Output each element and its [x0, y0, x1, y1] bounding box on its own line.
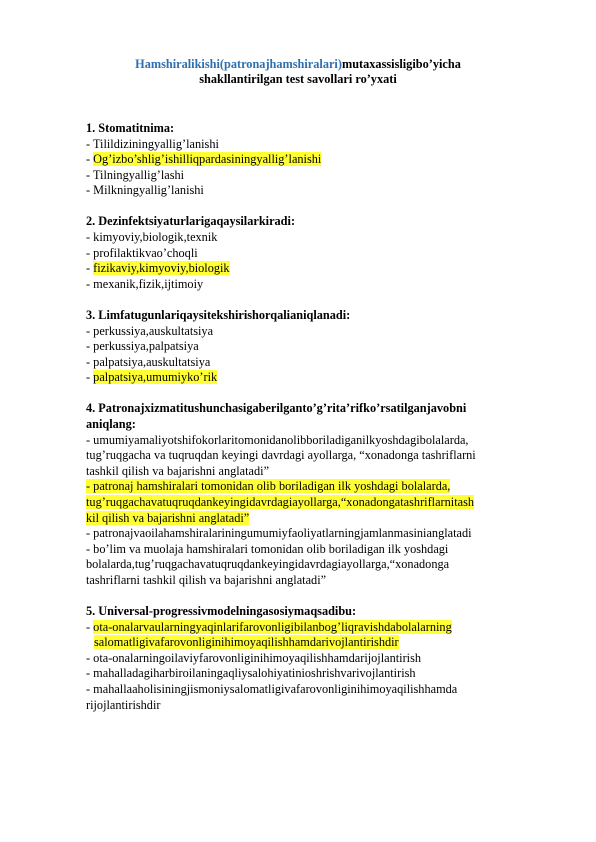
question-1 [86, 121, 536, 199]
document-header [0, 57, 596, 87]
question-title: 2. Dezinfektsiyaturlarigaqaysilarkiradi: [86, 214, 296, 229]
option: - mahalladagiharbiroilaningaqliysalohiyatinioshrishvarivojlantirish [86, 666, 416, 681]
option: - mexanik,fizik,ijtimoiy [86, 276, 204, 291]
header-title-rest: mutaxassisligibo’yicha [341, 57, 461, 71]
option-correct-line [86, 495, 536, 511]
option-cont: rijojlantirishdir [86, 697, 161, 712]
option-correct-line: - ota-onalarvaularningyaqinlarifarovonligibilanbog’liqravishdabolalarning [86, 619, 452, 634]
option-correct-line [86, 479, 536, 495]
question-3 [86, 308, 536, 386]
option-correct: - Og’izbo’shlig’ishilliqpardasiningyallig’lanishi [86, 152, 322, 167]
correct-answer-highlight: kil qilish va bajarishni anglatadi” [86, 510, 250, 525]
question-list [86, 121, 536, 729]
option-correct: - palpatsiya,umumiyko’rik [86, 370, 218, 385]
option-line: - umumiyamaliyotshifokorlaritomonidanolibboriladiganilkyoshdagibolalarda, [86, 432, 469, 447]
option-line: - patronajvaoilahamshiralariningumumiyfaoliyatlarningjamlanmasinianglatadi [86, 526, 472, 541]
question-title: 1. Stomatitnima: [86, 121, 175, 135]
option-line: tashkil qilish va bajarishni anglatadi” [86, 463, 270, 478]
correct-answer-highlight: - patronaj hamshiralari tomonidan olib boriladigan ilk yoshdagi bolalarda, [86, 479, 451, 494]
question-title: 4. Patronajxizmatitushunchasigaberilganto’g’rita’rifko’rsatilganjavobni [86, 401, 467, 416]
option: - Milkningyallig’lanishi [86, 183, 204, 198]
option: - kimyoviy,biologik,texnik [86, 230, 218, 245]
correct-answer-highlight: salomatligivafarovonliginihimoyaqilishhamdarivojlantirishdir [94, 635, 399, 650]
option-correct-line [86, 511, 536, 527]
option-line: bolalarda,tug’ruqgachavatuqruqdankeyingidavrdagiayollarga,“xonadonga [86, 557, 450, 572]
option: - mahallaaholisiningjismoniysalomatligivafarovonliginihimoyaqilishhamda [86, 682, 458, 696]
option: - perkussiya,palpatsiya [86, 339, 199, 354]
correct-answer-highlight: palpatsiya,umumiyko’rik [93, 370, 218, 385]
question-title: 3. Limfatugunlariqaysitekshirishorqalianiqlanadi: [86, 307, 351, 322]
option: - palpatsiya,auskultatsiya [86, 354, 211, 369]
header-title-accent: Hamshiralikishi(patronajhamshiralari) [135, 57, 342, 71]
option-line: tashriflarni tashkil qilish va bajarishni anglatadi” [86, 572, 327, 587]
correct-answer-highlight: fizikaviy,kimyoviy,biologik [93, 261, 230, 276]
question-title-cont: aniqlang: [86, 417, 136, 431]
option-correct-line [86, 635, 536, 651]
option-line: tug’ruqgacha va tuqruqdan keyingi davrdagi ayollarga, “xonadonga tashriflarni [86, 448, 476, 463]
question-5 [86, 604, 536, 713]
question-2 [86, 214, 536, 292]
correct-answer-highlight: Og’izbo’shlig’ishilliqpardasiningyallig’lanishi [93, 152, 322, 167]
question-title: 5. Universal-progressivmodelningasosiymaqsadibu: [86, 604, 357, 619]
correct-answer-highlight: tug’ruqgachavatuqruqdankeyingidavrdagiayollarga,“xonadongatashriflarnitash [86, 494, 475, 509]
option: - perkussiya,auskultatsiya [86, 323, 214, 338]
question-4 [86, 401, 536, 588]
option: - ota-onalarningoilaviyfarovonliginihimoyaqilishhamdarijojlantirish [86, 650, 422, 665]
option-correct: - fizikaviy,kimyoviy,biologik [86, 261, 230, 276]
header-line-1 [0, 57, 596, 72]
option: - Tilildiziningyallig’lanishi [86, 136, 219, 151]
header-line-2: shakllantirilgan test savollari ro’yxati [199, 72, 397, 86]
correct-answer-highlight: ota-onalarvaularningyaqinlarifarovonligibilanbog’liqravishdabolalarning [93, 619, 452, 634]
option: - Tilningyallig’lashi [86, 167, 185, 182]
option-line: - bo’lim va muolaja hamshiralari tomonidan olib boriladigan ilk yoshdagi [86, 541, 449, 556]
option: - profilaktikvao’choqli [86, 245, 198, 260]
